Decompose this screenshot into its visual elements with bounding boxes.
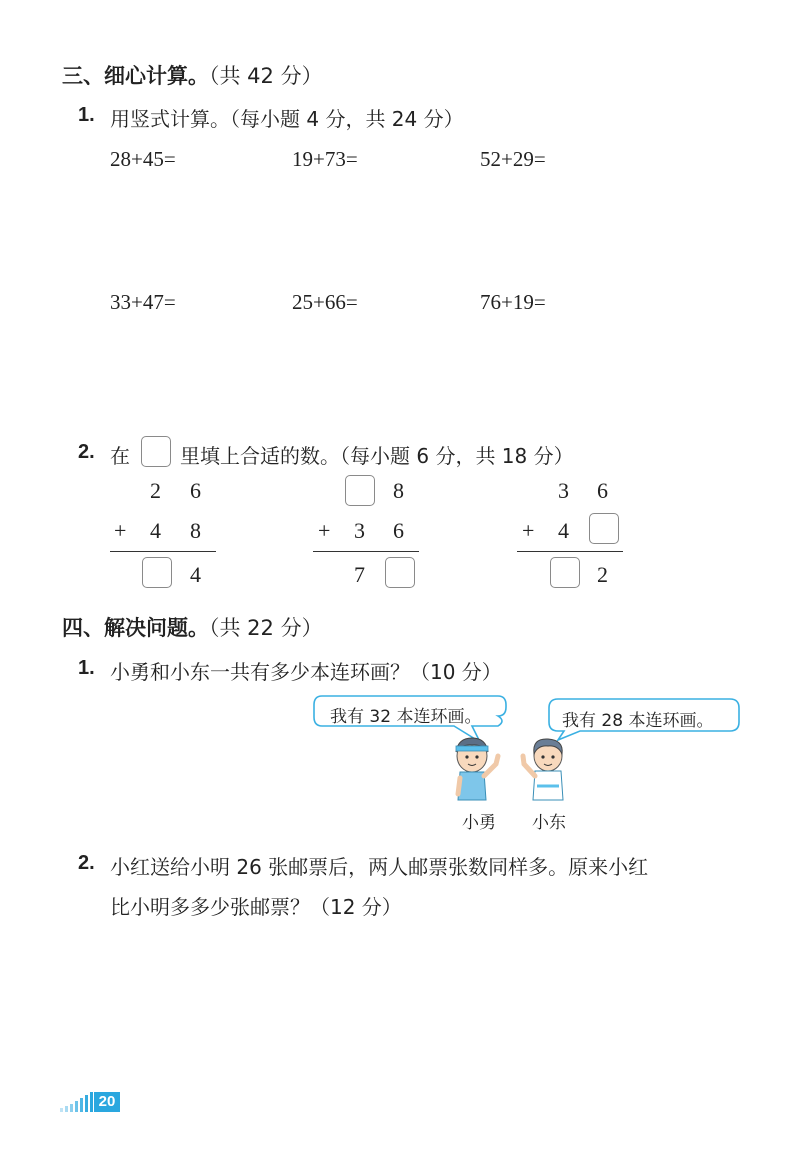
problem-b-result-ones-box[interactable] xyxy=(385,557,415,588)
page-number: 20 xyxy=(94,1092,120,1112)
problem-c-plus-sign: + xyxy=(522,518,535,543)
problem-c-result-ones: 2 xyxy=(597,562,608,587)
name-xiaoyong: 小勇 xyxy=(462,813,496,833)
page-bars-icon xyxy=(60,1092,94,1112)
name-xiaodong: 小东 xyxy=(532,813,566,833)
problem-b-result-tens: 7 xyxy=(354,562,365,587)
problem-c-mid-ones-box[interactable] xyxy=(589,513,619,544)
problem-c-sum-line xyxy=(517,551,623,552)
problem-a-sum-line xyxy=(110,551,216,552)
section-4-score: （共 22 分） xyxy=(209,616,323,640)
problem-a-result-tens-box[interactable] xyxy=(142,557,172,588)
section-3-heading xyxy=(62,60,323,90)
problem-b-top-tens-box[interactable] xyxy=(345,475,375,506)
problem-b-sum-line xyxy=(313,551,419,552)
expression-6: 76+19= xyxy=(480,290,546,314)
problem-a-mid-ones: 8 xyxy=(190,518,201,543)
expression-2: 19+73= xyxy=(292,147,358,171)
problem-2-line-2: 比小明多多少张邮票？（12 分） xyxy=(110,895,402,919)
problem-c-mid-tens: 4 xyxy=(558,518,569,543)
problem-2-line-1: 小红送给小明 26 张邮票后，两人邮票张数同样多。原来小红 xyxy=(110,855,649,879)
problem-a-top-ones: 6 xyxy=(190,478,201,503)
bubble-left-text: 我有 32 本连环画。 xyxy=(330,707,482,727)
problem-b-plus-sign: + xyxy=(318,518,331,543)
problem-2-number: 2. xyxy=(78,852,95,874)
question-2-number: 2. xyxy=(78,441,95,463)
boy-xiaoyong-illustration xyxy=(448,734,506,802)
expression-4: 33+47= xyxy=(110,290,176,314)
problem-1-text: 小勇和小东一共有多少本连环画？（10 分） xyxy=(110,660,502,684)
question-1-text: 用竖式计算。（每小题 4 分，共 24 分） xyxy=(110,107,464,131)
section-3-score: （共 42 分） xyxy=(209,64,323,88)
problem-c-top-tens: 3 xyxy=(558,478,569,503)
question-2-text-after: 里填上合适的数。（每小题 6 分，共 18 分） xyxy=(180,444,574,468)
problem-c-result-tens-box[interactable] xyxy=(550,557,580,588)
problem-a-mid-tens: 4 xyxy=(150,518,161,543)
expression-1: 28+45= xyxy=(110,147,176,171)
section-4-heading xyxy=(62,612,323,642)
question-2-text-before: 在 xyxy=(110,444,130,468)
answer-box-example xyxy=(141,436,171,467)
expression-3: 52+29= xyxy=(480,147,546,171)
boy-xiaodong-illustration xyxy=(518,736,574,802)
problem-a-result-ones: 4 xyxy=(190,562,201,587)
problem-c-top-ones: 6 xyxy=(597,478,608,503)
problem-b-mid-ones: 6 xyxy=(393,518,404,543)
question-1-number: 1. xyxy=(78,104,95,126)
expression-5: 25+66= xyxy=(292,290,358,314)
section-3-title: 三、细心计算。 xyxy=(62,64,209,88)
bubble-right-text: 我有 28 本连环画。 xyxy=(562,711,714,731)
problem-b-top-ones: 8 xyxy=(393,478,404,503)
problem-1-number: 1. xyxy=(78,657,95,679)
problem-b-mid-tens: 3 xyxy=(354,518,365,543)
problem-a-plus-sign: + xyxy=(114,518,127,543)
problem-a-top-tens: 2 xyxy=(150,478,161,503)
section-4-title: 四、解决问题。 xyxy=(62,616,209,640)
